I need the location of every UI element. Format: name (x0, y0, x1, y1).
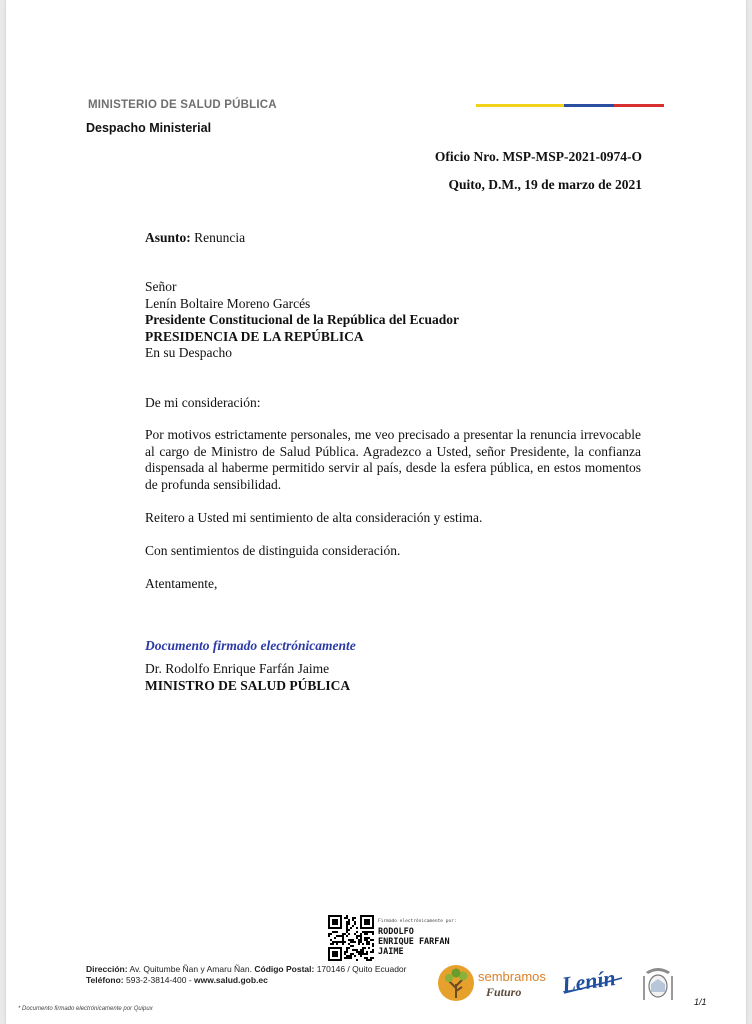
quipux-footnote: * Documento firmado electrónicamente por Quipux (18, 1006, 153, 1012)
lenin-logo (558, 964, 628, 1000)
qr-name-line: RODOLFO (378, 927, 414, 937)
flag-yellow-stripe (476, 104, 564, 107)
footer-phone-line (86, 975, 407, 986)
footer-address-line (86, 964, 407, 975)
postal-value: 170146 / Quito Ecuador (314, 964, 407, 974)
signer-name: Dr. Rodolfo Enrique Farfán Jaime (145, 661, 330, 676)
address-label: Dirección: (86, 964, 128, 974)
qr-caption: Firmado electrónicamente por: (378, 919, 457, 924)
sembramos-futuro-logo (436, 962, 556, 1004)
tree-leaf (452, 969, 461, 978)
qr-signer-name (378, 927, 457, 957)
greeting: De mi consideración: (145, 395, 261, 410)
closing: Atentamente, (145, 576, 218, 591)
website-link[interactable]: www.salud.gob.ec (194, 975, 268, 985)
logo-futuro-text: Futuro (486, 985, 522, 999)
subject-value: Renuncia (190, 230, 246, 245)
phone-label: Teléfono: (86, 975, 124, 985)
signer-title: MINISTRO DE SALUD PÚBLICA (145, 677, 351, 693)
recipient-institution: PRESIDENCIA DE LA REPÚBLICA (145, 328, 364, 344)
flag-blue-stripe (564, 104, 614, 107)
lenin-logo-text: Lenín (560, 964, 618, 998)
ministry-header: MINISTERIO DE SALUD PÚBLICA (88, 99, 277, 111)
recipient-location: En su Despacho (145, 345, 232, 360)
flag-color-bar (476, 104, 664, 107)
subject-label: Asunto: (145, 230, 191, 245)
document-page (6, 0, 746, 1024)
letter-date: Quito, D.M., 19 de marzo de 2021 (448, 177, 642, 192)
oficio-number: Oficio Nro. MSP-MSP-2021-0974-O (434, 149, 642, 164)
department-name: Despacho Ministerial (86, 121, 212, 135)
recipient-salutation: Señor (145, 279, 177, 294)
address-value: Av. Quitumbe Ñan y Amaru Ñan. (127, 964, 255, 974)
page-number: 1/1 (694, 997, 707, 1007)
subject-line (145, 230, 641, 247)
condor-wings (646, 968, 670, 974)
postal-label: Código Postal: (254, 964, 315, 974)
qr-signature-text (378, 919, 457, 957)
electronic-signature-note: Documento firmado electrónicamente (145, 638, 356, 653)
recipient-title: Presidente Constitucional de la República del Ecuador (145, 312, 460, 327)
logo-sembramos-text: sembramos (478, 969, 546, 984)
signer-block (145, 661, 641, 694)
recipient-block (145, 279, 641, 362)
qr-name-line: JAIME (378, 947, 404, 957)
body-paragraph-3: Con sentimientos de distinguida consideración. (145, 543, 401, 558)
qr-code-icon (328, 915, 374, 961)
footer-contact (86, 964, 407, 986)
qr-name-line: ENRIQUE FARFAN (378, 937, 450, 947)
phone-value: 593-2-3814-400 - (123, 975, 195, 985)
recipient-name: Lenín Boltaire Moreno Garcés (145, 295, 311, 311)
flag-red-stripe (614, 104, 664, 107)
tree-leaf (445, 974, 453, 982)
body-paragraph-2: Reitero a Usted mi sentimiento de alta consideración y estima. (145, 510, 483, 525)
ecuador-coat-of-arms-icon (638, 962, 678, 1004)
body-paragraph-1: Por motivos estrictamente personales, me veo precisado a presentar la renuncia irrevocable al cargo de Ministro de Salud Pública. Agradezco a Usted, señor Presidente, la confianza dispensada al haberme permitido servir al país, desde la esfera pública, en estos momentos de profunda sensibilidad. (145, 427, 641, 492)
